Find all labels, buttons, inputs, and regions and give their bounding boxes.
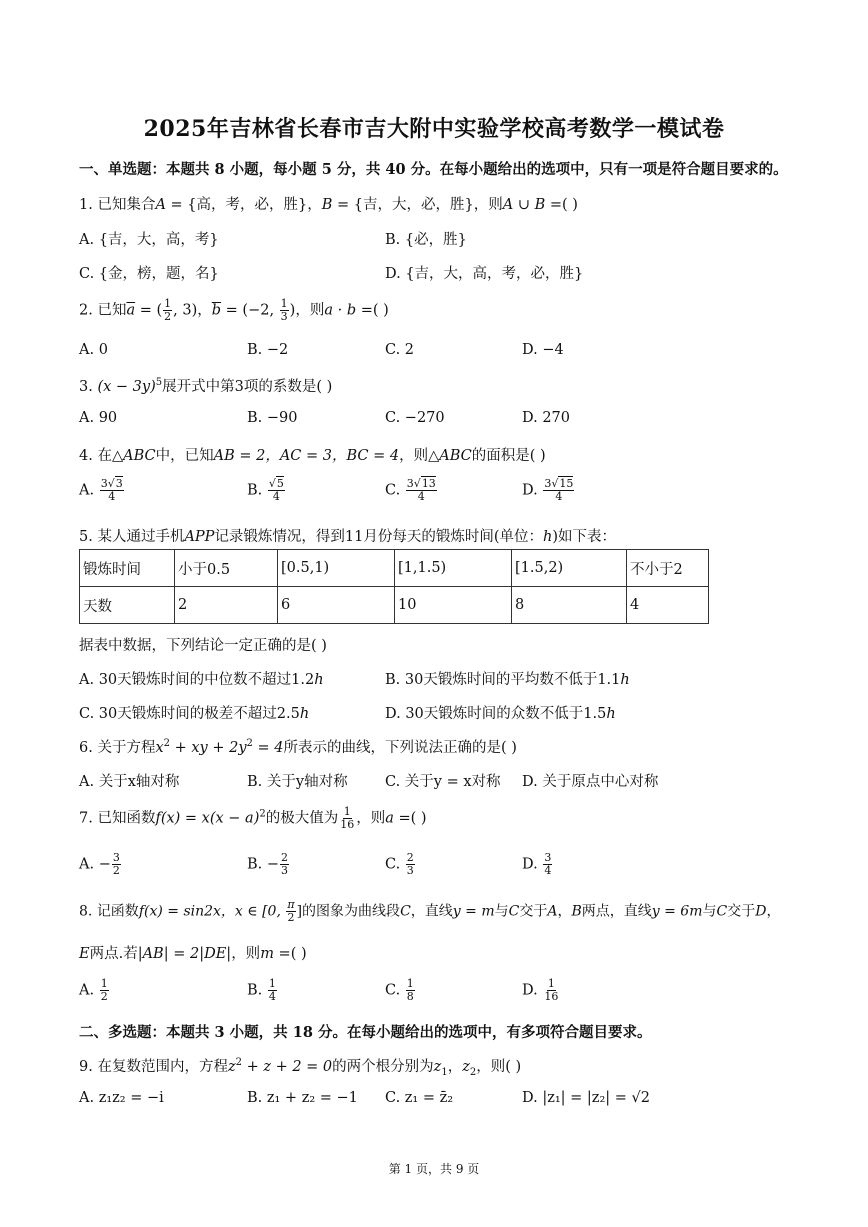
q5-option-d: D. 30天锻炼时间的众数不低于1.5h [385, 706, 616, 722]
table-cell: 10 [395, 587, 512, 624]
q5-option-c: C. 30天锻炼时间的极差不超过2.5h [79, 706, 310, 722]
table-cell: 8 [512, 587, 627, 624]
q8-option-a: A. $\frac{1}{2}$ [79, 977, 108, 1003]
q5-option-a: A. 30天锻炼时间的中位数不超过1.2h [79, 672, 324, 688]
table-cell: 4 [627, 587, 709, 624]
table-cell: 不小于2 [627, 550, 709, 587]
question-7: 7. 已知函数$f(x) = x(x - a)^2$的极大值为 $\frac{1}{16}$ ，则a =( ) [79, 805, 427, 831]
question-5: 5. 某人通过手机APP记录锻炼情况，得到11月份每天的锻炼时间(单位：h)如下表： [79, 529, 617, 545]
q4-option-b: B. $\frac{√5}{4}$ [247, 477, 284, 503]
q9-option-a: A. z₁z₂ = −i [79, 1090, 164, 1106]
question-2: 2. 已知$\overline{a}$ = ( $\frac{1}{2}$ , 3)，$\overline{b} = (-2$, $\frac{1}{3}$ )，则a · b =( ) [79, 297, 389, 323]
q1-option-d: D. {吉，大，高，考，必，胜} [385, 266, 584, 282]
table-cell: 天数 [80, 587, 175, 624]
q5-option-b: B. 30天锻炼时间的平均数不低于1.1h [385, 672, 630, 688]
question-3: 3. $(x - 3y)^5$展开式中第3项的系数是( ) [79, 377, 333, 395]
q2-option-a: A. 0 [79, 342, 108, 358]
question-9: 9. 在复数范围内，方程$z^2 + z + 2 = 0$的两个根分别为$z_1$，$z_2$，则( ) [79, 1057, 522, 1078]
question-6: 6. 关于方程$x^2$ + xy + $2y^2 = 4$所表示的曲线，下列说法正确的是( ) [79, 738, 517, 756]
q5-prompt: 据表中数据，下列结论一定正确的是( ) [79, 638, 327, 654]
q8-option-c: C. $\frac{1}{8}$ [385, 977, 414, 1003]
table-cell: 小于0.5 [175, 550, 278, 587]
q1-option-c: C. {金，榜，题，名} [79, 266, 219, 282]
q2-option-b: B. −2 [247, 342, 289, 358]
q4-option-a: A. $\frac{3√3}{4}$ [79, 477, 123, 503]
q6-option-a: A. 关于x轴对称 [79, 774, 180, 790]
q4-option-c: C. $\frac{3√13}{4}$ [385, 477, 436, 503]
q6-option-c: C. 关于y = x对称 [385, 774, 501, 790]
q3-option-c: C. −270 [385, 410, 445, 426]
table-cell: 锻炼时间 [80, 550, 175, 587]
q9-option-c: C. z₁ = z̄₂ [385, 1090, 454, 1106]
table-cell: 2 [175, 587, 278, 624]
q2-option-c: C. 2 [385, 342, 415, 358]
section-1-heading: 一、单选题：本题共 8 小题，每小题 5 分，共 40 分。在每小题给出的选项中，只有一项是符合题目要求的。 [79, 161, 788, 178]
q8-option-b: B. $\frac{1}{4}$ [247, 977, 276, 1003]
exercise-table [79, 549, 709, 624]
page-title: 2025年吉林省长春市吉大附中实验学校高考数学一模试卷 [143, 116, 725, 142]
table-row [80, 550, 709, 587]
q3-option-a: A. 90 [79, 410, 118, 426]
table-cell: [1.5,2) [512, 550, 627, 587]
q7-option-b: B. − $\frac{2}{3}$ [247, 851, 289, 877]
q1-option-b: B. {必，胜} [385, 232, 467, 248]
table-cell: 6 [278, 587, 395, 624]
page-footer: 第 1 页，共 9 页 [388, 1162, 480, 1176]
q9-option-d: D. |z₁| = |z₂| = √2 [522, 1090, 650, 1106]
table-cell: [0.5,1) [278, 550, 395, 587]
question-8-line-2: E两点.若|AB| = 2|DE|，则m =( ) [79, 946, 307, 962]
q7-option-c: C. $\frac{2}{3}$ [385, 851, 414, 877]
q2-option-d: D. −4 [522, 342, 564, 358]
q6-option-d: D. 关于原点中心对称 [522, 774, 659, 790]
q3-option-b: B. −90 [247, 410, 298, 426]
q7-option-a: A. − $\frac{3}{2}$ [79, 851, 120, 877]
q7-option-d: D. $\frac{3}{4}$ [522, 851, 552, 877]
q8-option-d: D. $\frac{1}{16}$ [522, 977, 559, 1003]
question-8: 8. 记函数f(x) = sin2x，x ∈ [0, $\frac{\pi}{2}$ ]的图象为曲线段C，直线y = m与C交于A，B两点，直线y = 6m与C交于D， [79, 898, 781, 924]
question-1: 1. 已知集合A = {高，考，必，胜}，B = {吉，大，必，胜}，则A ∪ B =( ) [79, 197, 578, 213]
q3-option-d: D. 270 [522, 410, 571, 426]
q6-option-b: B. 关于y轴对称 [247, 774, 348, 790]
q1-option-a: A. {吉，大，高，考} [79, 232, 219, 248]
section-2-heading: 二、多选题：本题共 3 小题，共 18 分。在每小题给出的选项中，有多项符合题目要求。 [79, 1024, 652, 1041]
question-4: 4. 在△ABC中，已知AB = 2，AC = 3，BC = 4，则△ABC的面积是( ) [79, 448, 546, 464]
table-row [80, 587, 709, 624]
table-cell: [1,1.5) [395, 550, 512, 587]
q4-option-d: D. $\frac{3√15}{4}$ [522, 477, 574, 503]
q9-option-b: B. z₁ + z₂ = −1 [247, 1090, 358, 1106]
